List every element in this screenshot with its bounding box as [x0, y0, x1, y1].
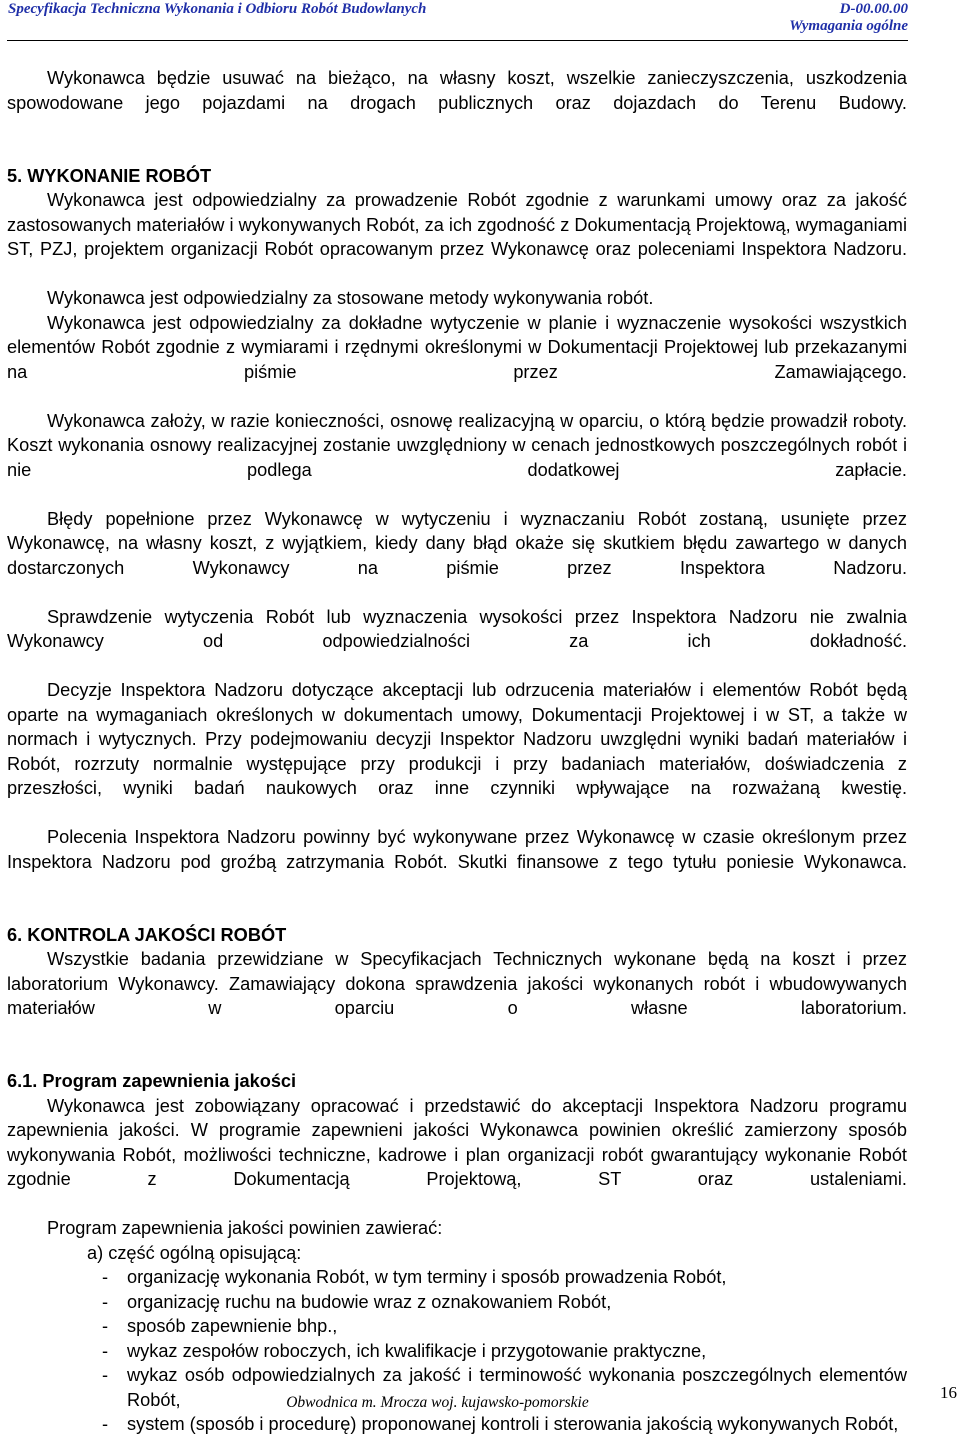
intro-paragraph: Wykonawca będzie usuwać na bieżąco, na własny koszt, wszelkie zanieczyszczenia, uszkodzenia spowodowane jego pojazdami na drogach publicznych oraz dojazdach do Terenu Budowy.	[7, 68, 907, 113]
section-6-1-heading: 6.1. Program zapewnienia jakości	[7, 1071, 297, 1091]
list-item	[7, 1265, 907, 1290]
s61-paragraph-2: Program zapewnienia jakości powinien zawierać:	[47, 1218, 443, 1238]
s6-paragraph-1: Wszystkie badania przewidziane w Specyfikacjach Technicznych wykonane będą na koszt i przez laboratorium Wykonawcy. Zamawiający dokona sprawdzenia jakości wykonanych robót i wbudowywanych materiałów w oparciu o własne laboratorium.	[7, 949, 907, 1018]
s5-paragraph-8: Polecenia Inspektora Nadzoru powinny być wykonywane przez Wykonawcę w czasie określonym przez Inspektora Nadzoru pod groźbą zatrzymania Robót. Skutki finansowe z tego tytułu poniesie Wykonawca.	[7, 827, 907, 872]
list-dash: -	[102, 1291, 109, 1312]
s5-paragraph-1: Wykonawca jest odpowiedzialny za prowadzenie Robót zgodnie z warunkami umowy oraz za jakość zastosowanych materiałów i wykonywanych Robót, za ich zgodność z Dokumentacją Projektową, wymaganiami ST, PZJ, projektem organizacji Robót opracowanym przez Wykonawcę oraz poleceniami Inspektora Nadzoru.	[7, 190, 907, 259]
list-dash: -	[102, 1267, 109, 1287]
list-item	[7, 1314, 907, 1339]
section-5-heading: 5. WYKONANIE ROBÓT	[7, 165, 212, 186]
s5-paragraph-7: Decyzje Inspektora Nadzoru dotyczące akceptacji lub odrzucenia materiałów i elementów Robót będą oparte na wymaganiach określonych w dokumentach umowy, Dokumentacji Projektowej i w ST, a także w normach i wytycznych. Przy podejmowaniu decyzji Inspektor Nadzoru uwzględni wyniki badań materiałów i Robót, rozrzuty normalnie występujące przy produkcji i przy badaniach materiałów, doświadczenia z przeszłości, wyniki badań naukowych oraz inne czynniki wpływające na rozważaną kwestię.	[7, 680, 907, 798]
s61-subheading-a: a) część ogólną opisującą:	[87, 1242, 302, 1263]
s5-paragraph-2: Wykonawca jest odpowiedzialny za stosowane metody wykonywania robót.	[47, 288, 654, 308]
page-number: 16	[940, 1383, 957, 1402]
section-6-heading: 6. KONTROLA JAKOŚCI ROBÓT	[7, 924, 287, 945]
list-item-text: sposób zapewnienie bhp.,	[127, 1316, 338, 1336]
list-item-text: wykaz osób odpowiedzialnych za jakość i terminowość wykonania poszczególnych elementów Robót,	[127, 1365, 907, 1410]
spacer	[7, 140, 907, 164]
s61-paragraph-1: Wykonawca jest zobowiązany opracować i przedstawić do akceptacji Inspektora Nadzoru programu zapewnienia jakości. W programie zapewnieni jakości Wykonawca powinien określić zamierzony sposób wykonywania Robót, możliwości techniczne, kadrowe i plan organizacji robót gwarantujący wykonanie Robót zgodnie z Dokumentacją Projektową, ST oraz ustaleniami.	[7, 1095, 907, 1189]
s5-paragraph-5: Błędy popełnione przez Wykonawcę w wytyczeniu i wyznaczaniu Robót zostaną, usunięte przez Wykonawcę, na własny koszt, z wyjątkiem, kiedy dany błąd okaże się skutkiem błędu zawartego w danych dostarczonych Wykonawcy na piśmie przez Inspektora Nadzoru.	[7, 508, 907, 578]
document-body	[7, 66, 907, 1437]
list-item-text: organizację wykonania Robót, w tym terminy i sposób prowadzenia Robót,	[127, 1267, 727, 1287]
header-code: D-00.00.00	[839, 1, 908, 17]
list-item	[7, 1290, 907, 1315]
spacer	[7, 899, 907, 923]
header-section: Wymagania ogólne	[789, 18, 908, 34]
page-header	[7, 0, 908, 41]
header-title: Specyfikacja Techniczna Wykonania i Odbioru Robót Budowlanych	[8, 1, 427, 17]
footer-location: Obwodnica m. Mrocza woj. kujawsko-pomorskie	[286, 1394, 589, 1411]
spacer	[7, 1045, 907, 1069]
list-dash: -	[102, 1340, 109, 1361]
s5-paragraph-4: Wykonawca założy, w razie konieczności, osnowę realizacyjną w oparciu, o którą będzie prowadził roboty. Koszt wykonania osnowy realizacyjnej zostanie uwzględniony w cenach jednostkowych poszczególnych robót i nie podlega dodatkowej zapłacie.	[7, 410, 907, 480]
list-item-text: system (sposób i procedurę) proponowanej kontroli i sterowania jakością wykonywanych Robót,	[127, 1414, 899, 1434]
s5-paragraph-6: Sprawdzenie wytyczenia Robót lub wyznaczenia wysokości przez Inspektora Nadzoru nie zwalnia Wykonawcy od odpowiedzialności za ich dokładność.	[7, 606, 907, 651]
s5-paragraph-3: Wykonawca jest odpowiedzialny za dokładne wytyczenie w planie i wyznaczenie wysokości wszystkich elementów Robót zgodnie z wymiarami i rzędnymi określonymi w Dokumentacji Projektowej lub przekazanymi na piśmie przez Zamawiającego.	[7, 312, 907, 382]
list-dash: -	[102, 1365, 109, 1385]
list-item-text: organizację ruchu na budowie wraz z oznakowaniem Robót,	[127, 1291, 612, 1312]
list-item	[7, 1412, 907, 1437]
list-item	[7, 1339, 907, 1364]
list-dash: -	[102, 1414, 109, 1434]
list-dash: -	[102, 1316, 109, 1336]
list-item-text: wykaz zespołów roboczych, ich kwalifikacje i przygotowanie praktyczne,	[127, 1340, 707, 1361]
